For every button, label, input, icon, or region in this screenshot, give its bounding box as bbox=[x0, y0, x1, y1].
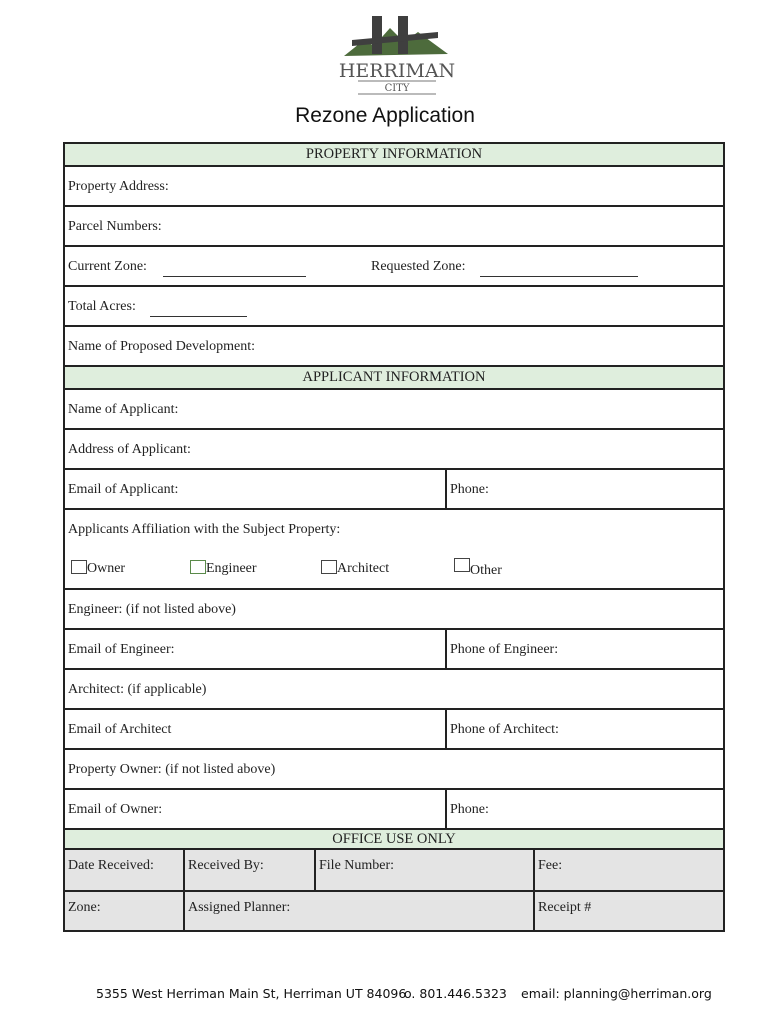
engineer-label: Engineer: (if not listed above) bbox=[68, 602, 236, 617]
requested-zone-label: Requested Zone: bbox=[371, 259, 466, 274]
fee-label: Fee: bbox=[538, 858, 563, 873]
engineer-email-field[interactable] bbox=[65, 630, 445, 668]
engineer-option[interactable] bbox=[190, 560, 257, 577]
assigned-planner-label: Assigned Planner: bbox=[188, 900, 291, 915]
property-owner-label: Property Owner: (if not listed above) bbox=[68, 762, 276, 777]
file-number-label: File Number: bbox=[319, 858, 395, 873]
applicant-email-label: Email of Applicant: bbox=[68, 482, 179, 497]
proposed-development-field[interactable] bbox=[65, 327, 723, 367]
page-title: Rezone Application bbox=[295, 104, 475, 127]
affiliation-label: Applicants Affiliation with the Subject Property: bbox=[68, 522, 341, 537]
architect-option-label: Architect bbox=[337, 561, 390, 576]
total-acres-row bbox=[65, 287, 723, 327]
date-received-cell[interactable] bbox=[65, 850, 183, 890]
owner-email-field[interactable] bbox=[65, 790, 445, 828]
parcel-numbers-label: Parcel Numbers: bbox=[68, 219, 162, 234]
applicant-address-label: Address of Applicant: bbox=[68, 442, 191, 457]
applicant-phone-field[interactable] bbox=[445, 470, 723, 508]
office-section-header: OFFICE USE ONLY bbox=[65, 830, 723, 850]
architect-email-label: Email of Architect bbox=[68, 722, 172, 737]
applicant-address-field[interactable] bbox=[65, 430, 723, 470]
other-option[interactable] bbox=[454, 558, 502, 579]
other-option-label: Other bbox=[470, 563, 502, 578]
zone-label: Zone: bbox=[68, 900, 101, 915]
property-owner-field[interactable] bbox=[65, 750, 723, 790]
architect-email-field[interactable] bbox=[65, 710, 445, 748]
received-by-label: Received By: bbox=[188, 858, 264, 873]
owner-email-label: Email of Owner: bbox=[68, 802, 163, 817]
logo-sub: CITY bbox=[384, 83, 410, 94]
architect-phone-field[interactable] bbox=[445, 710, 723, 748]
assigned-planner-cell[interactable] bbox=[183, 892, 533, 930]
affiliation-row bbox=[65, 510, 723, 590]
receipt-label: Receipt # bbox=[538, 900, 592, 915]
property-address-label: Property Address: bbox=[68, 179, 169, 194]
office-row-2 bbox=[65, 892, 723, 930]
office-row-1 bbox=[65, 850, 723, 892]
owner-contact-row bbox=[65, 790, 723, 830]
architect-label: Architect: (if applicable) bbox=[68, 682, 207, 697]
engineer-phone-field[interactable] bbox=[445, 630, 723, 668]
received-by-cell[interactable] bbox=[183, 850, 314, 890]
rezone-form bbox=[63, 142, 725, 932]
other-checkbox[interactable] bbox=[454, 558, 470, 572]
architect-contact-row bbox=[65, 710, 723, 750]
engineer-checkbox[interactable] bbox=[190, 560, 206, 574]
receipt-cell[interactable] bbox=[533, 892, 723, 930]
current-zone-input[interactable] bbox=[163, 264, 306, 277]
architect-phone-label: Phone of Architect: bbox=[450, 722, 559, 737]
current-zone-label: Current Zone: bbox=[68, 259, 147, 274]
mountain-logo-icon bbox=[338, 14, 456, 98]
logo-name: HERRIMAN bbox=[338, 60, 456, 82]
owner-checkbox[interactable] bbox=[71, 560, 87, 574]
footer-phone: o. 801.446.5323 bbox=[404, 986, 507, 1001]
applicant-name-field[interactable] bbox=[65, 390, 723, 430]
engineer-option-label: Engineer bbox=[206, 561, 257, 576]
proposed-development-label: Name of Proposed Development: bbox=[68, 339, 256, 354]
requested-zone-input[interactable] bbox=[480, 264, 638, 277]
parcel-numbers-field[interactable] bbox=[65, 207, 723, 247]
owner-option[interactable] bbox=[71, 560, 125, 577]
footer-address: 5355 West Herriman Main St, Herriman UT 84096 bbox=[96, 986, 407, 1001]
owner-phone-label: Phone: bbox=[450, 802, 489, 817]
architect-field[interactable] bbox=[65, 670, 723, 710]
owner-option-label: Owner bbox=[87, 561, 126, 576]
applicant-phone-label: Phone: bbox=[450, 482, 489, 497]
zone-cell[interactable] bbox=[65, 892, 183, 930]
footer-email[interactable]: email: planning@herriman.org bbox=[521, 986, 712, 1001]
property-section-header: PROPERTY INFORMATION bbox=[65, 144, 723, 167]
herriman-city-logo bbox=[338, 14, 456, 98]
applicant-name-label: Name of Applicant: bbox=[68, 402, 179, 417]
total-acres-input[interactable] bbox=[150, 304, 247, 317]
file-number-cell[interactable] bbox=[314, 850, 533, 890]
engineer-email-label: Email of Engineer: bbox=[68, 642, 175, 657]
owner-phone-field[interactable] bbox=[445, 790, 723, 828]
date-received-label: Date Received: bbox=[68, 858, 154, 873]
applicant-contact-row bbox=[65, 470, 723, 510]
total-acres-label: Total Acres: bbox=[68, 299, 136, 314]
property-address-field[interactable] bbox=[65, 167, 723, 207]
fee-cell[interactable] bbox=[533, 850, 723, 890]
engineer-phone-label: Phone of Engineer: bbox=[450, 642, 559, 657]
zone-row bbox=[65, 247, 723, 287]
applicant-email-field[interactable] bbox=[65, 470, 445, 508]
architect-option[interactable] bbox=[321, 560, 389, 577]
applicant-section-header: APPLICANT INFORMATION bbox=[65, 367, 723, 390]
engineer-contact-row bbox=[65, 630, 723, 670]
engineer-field[interactable] bbox=[65, 590, 723, 630]
architect-checkbox[interactable] bbox=[321, 560, 337, 574]
